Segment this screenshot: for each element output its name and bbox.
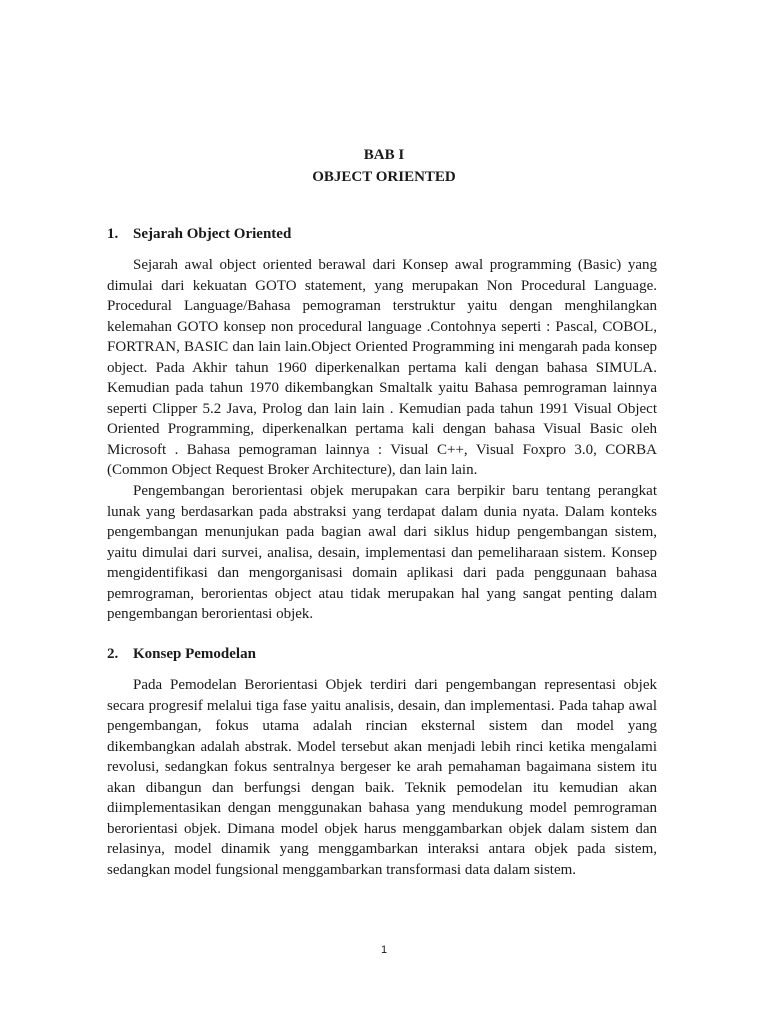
chapter-label: BAB I	[363, 147, 405, 163]
paragraph-sejarah-1: Sejarah awal object oriented berawal dari Konsep awal programming (Basic) yang dimulai dari kekuatan GOTO statement, yang merupakan Non Procedural Language. Procedural Language/Bahasa pemograman terstruktur yaitu dengan menghilangkan kelemahan GOTO konsep non procedural language .Contohnya seperti : Pascal, COBOL, FORTRAN, BASIC dan lain lain.Object Oriented Programming ini mengarah pada konsep object. Pada Akhir tahun 1960 diperkenalkan pertama kali dengan bahasa SIMULA. Kemudian pada tahun 1970 dikembangkan Smaltalk yaitu Bahasa pemrograman lainnya seperti Clipper 5.2 Java, Prolog dan lain lain . Kemudian pada tahun 1991 Visual Object Oriented Programming, diperkenalkan pertama kali dengan bahasa Visual Basic oleh Microsoft . Bahasa pemograman lainnya : Visual C++, Visual Foxpro 3.0, CORBA (Common Object Request Broker Architecture), dan lain lain.	[107, 257, 657, 478]
chapter-title: OBJECT ORIENTED	[312, 169, 456, 185]
paragraph-konsep-pemodelan-1: Pada Pemodelan Berorientasi Objek terdiri dari pengembangan representasi objek secara progresif melalui tiga fase yaitu analisis, desain, dan implementasi. Pada tahap awal pengembangan, fokus utama adalah rincian eksternal sistem dan model yang dikembangkan adalah abstrak. Model tersebut akan menjadi lebih rinci ketika mengalami revolusi, sedangkan fokus sentralnya bergeser ke arah pemahaman bagaimana sistem itu akan dibangun dan berfungsi dengan baik. Teknik pemodelan itu kemudian akan diimplementasikan dengan menggunakan bahasa yang mendukung model pemrograman berorientasi objek. Dimana model objek harus menggambarkan objek dalam sistem dan relasinya, model dinamik yang menggambarkan interaksi antara objek pada sistem, sedangkan model fungsional menggambarkan transformasi data dalam sistem.	[107, 677, 657, 878]
section-number: 2.	[107, 646, 119, 662]
section-heading-sejarah	[107, 224, 291, 244]
section-number: 1.	[107, 226, 119, 242]
paragraph-sejarah-2: Pengembangan berorientasi objek merupakan cara berpikir baru tentang perangkat lunak yang berdasarkan pada abstraksi yang terdapat dalam dunia nyata. Dalam konteks pengembangan menunjukan pada bagian awal dari siklus hidup pengembangan sistem, yaitu dimulai dari survei, analisa, desain, implementasi dan pemeliharaan sistem. Konsep mengidentifikasi dan mengorganisasi domain aplikasi dari pada penggunaan bahasa pemrograman, berorientas object atau tidak merupakan hal yang sangat penting dalam pengembangan berorientasi objek.	[107, 483, 657, 622]
section-title: Sejarah Object Oriented	[133, 226, 292, 242]
section-heading-konsep-pemodelan	[107, 644, 256, 664]
section-title: Konsep Pemodelan	[133, 646, 256, 662]
page-number: 1	[380, 944, 388, 956]
